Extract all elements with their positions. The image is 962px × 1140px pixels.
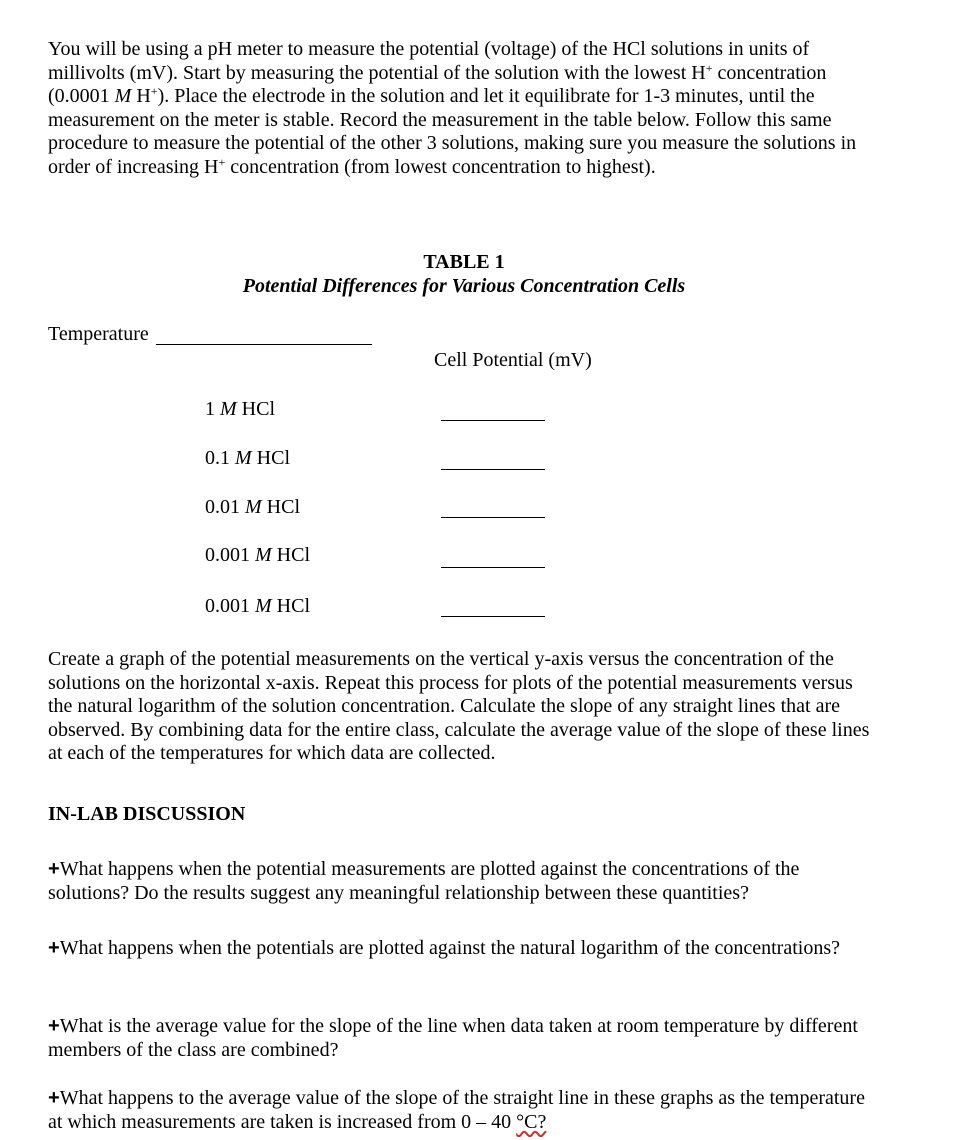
intro-text-5: concentration (from lowest concentration to highest).: [225, 155, 656, 178]
discussion-heading: IN-LAB DISCUSSION: [48, 803, 246, 825]
plus-bullet-icon: +: [48, 937, 60, 959]
cell-potential-blank[interactable]: [441, 420, 545, 421]
superscript-plus: +: [150, 84, 158, 98]
table-caption: Potential Differences for Various Concentration Cells: [242, 275, 686, 297]
plus-bullet-icon: +: [48, 858, 60, 880]
table-number: TABLE 1: [423, 251, 505, 273]
cell-potential-header: Cell Potential (mV): [434, 349, 592, 371]
cell-potential-blank[interactable]: [441, 517, 545, 518]
intro-text-3: H: [131, 85, 151, 107]
concentration-row-label: 0.001 M HCl: [205, 595, 311, 617]
intro-text-1: You will be using a pH meter to measure the potential (voltage) of the HCl solutions in units of millivolts (mV). Start by measuring the potential of the solution with the lowest H: [48, 38, 810, 84]
superscript-plus: +: [218, 154, 226, 169]
cell-potential-blank[interactable]: [441, 567, 545, 568]
discussion-question: +What happens when the potentials are plotted against the natural logarithm of the concentrations?: [48, 937, 840, 959]
cell-potential-blank[interactable]: [441, 616, 545, 617]
concentration-row-label: 1 M HCl: [205, 398, 276, 420]
temperature-blank-line[interactable]: [156, 344, 372, 345]
spellcheck-flagged-text: °C?: [516, 1110, 547, 1133]
discussion-question: +What happens to the average value of the slope of the straight line in these graphs as the temperature at which measurements are taken is increased from 0 – 40 °C?: [48, 1087, 865, 1133]
plus-bullet-icon: +: [48, 1015, 60, 1037]
concentration-row-label: 0.001 M HCl: [205, 544, 311, 566]
discussion-question: +What happens when the potential measurements are plotted against the concentrations of the solutions? Do the results suggest any meaningful relationship between these quantities?: [48, 858, 800, 904]
superscript-plus: +: [705, 60, 713, 75]
cell-potential-blank[interactable]: [441, 469, 545, 470]
concentration-row-label: 0.01 M HCl: [205, 496, 301, 518]
molar-unit: M: [114, 85, 132, 107]
graph-instructions: Create a graph of the potential measurements on the vertical y-axis versus the concentration of the solutions on the horizontal x-axis. Repeat this process for plots of the potential measurements versus the natural logarithm of the solution concentration. Calculate the slope of any straight lines that are observed. By combining data for the entire class, calculate the average value of the slope of these lines at each of the temperatures for which data are collected.: [48, 648, 870, 764]
temperature-label: Temperature: [48, 323, 149, 345]
plus-bullet-icon: +: [48, 1087, 60, 1109]
discussion-question: +What is the average value for the slope of the line when data taken at room temperature by different members of the class are combined?: [48, 1015, 858, 1061]
concentration-row-label: 0.1 M HCl: [205, 447, 291, 469]
intro-text-2: concentration (0.0001: [48, 61, 827, 107]
intro-paragraph: [48, 38, 878, 179]
intro-text-4: ). Place the electrode in the solution and let it equilibrate for 1-3 minutes, until the measurement on the meter is stable. Record the measurement in the table below. Follow this same procedure to measure the potential of the other 3 solutions, making sure you measure the solutions in order of increasing H: [48, 85, 857, 178]
